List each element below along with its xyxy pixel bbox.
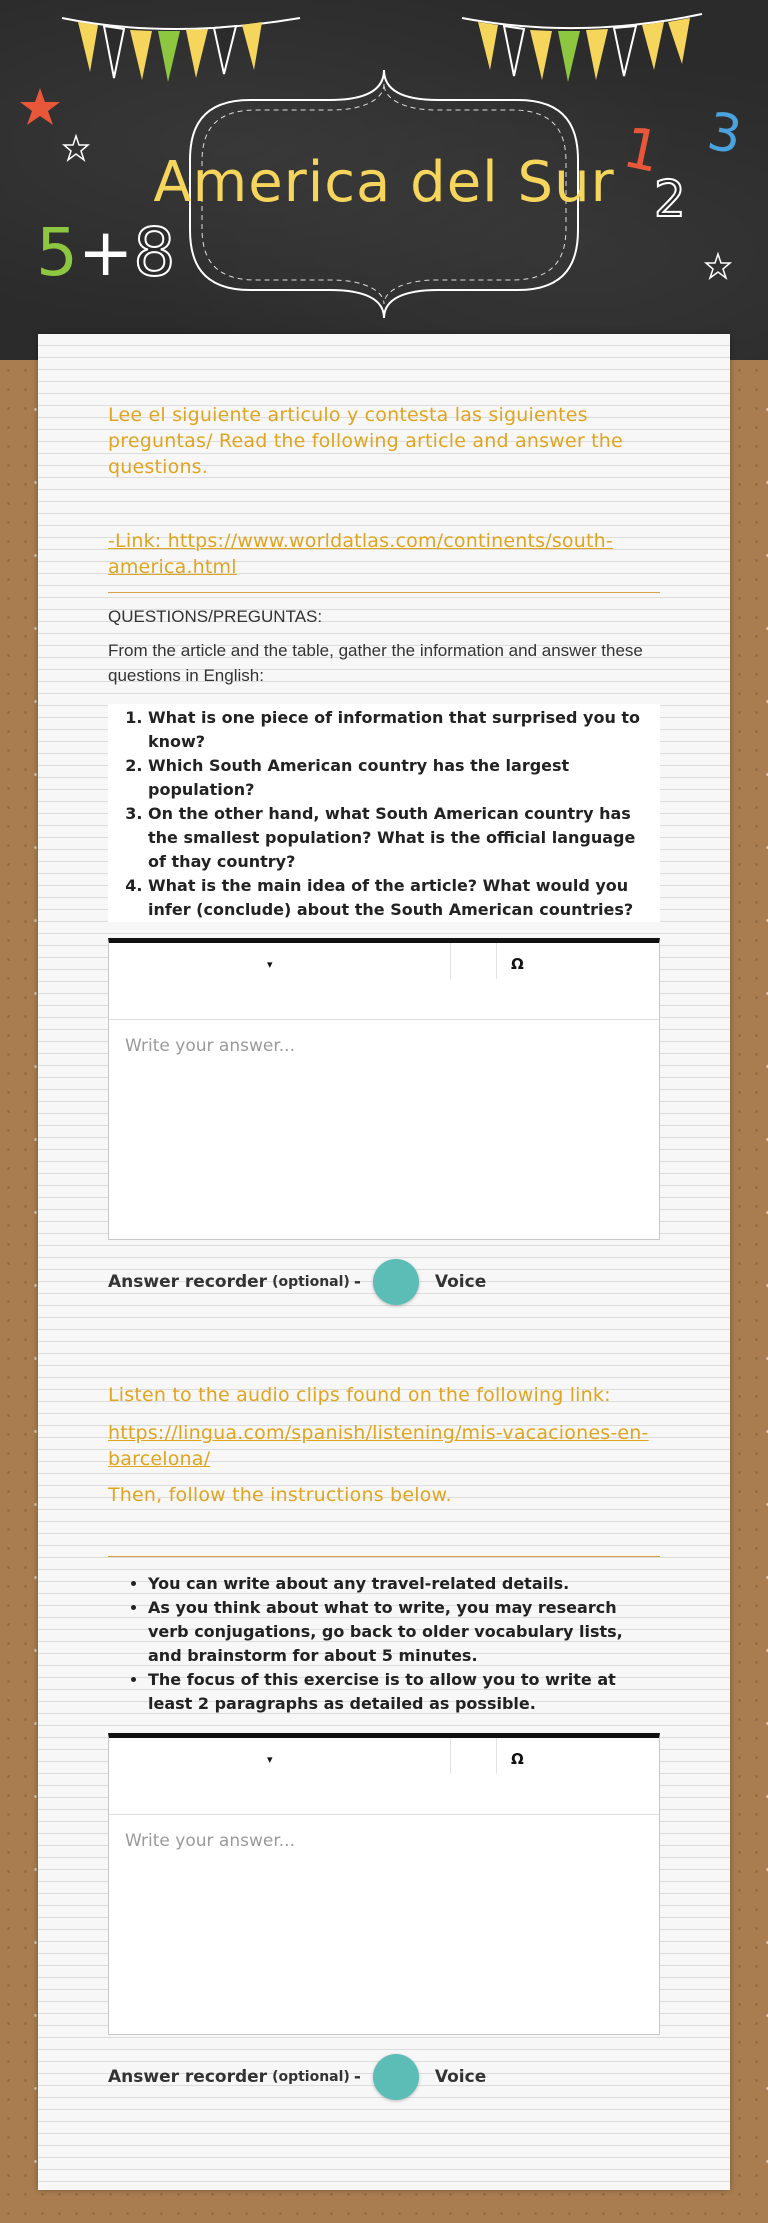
recorder-optional: (optional) (272, 2069, 350, 2085)
white-star-icon-right (706, 254, 730, 278)
instruction-item: • You can write about any travel-related details. (148, 1572, 644, 1596)
divider (108, 1556, 660, 1557)
toolbar-separator (496, 1738, 497, 1774)
toolbar-separator (450, 1738, 451, 1774)
toolbar-separator (450, 943, 451, 979)
question-item: 1. What is one piece of information that surprised you to know? (148, 706, 644, 754)
listen-instruction: Listen to the audio clips found on the following link: (108, 1384, 611, 1406)
questions-heading: QUESTIONS/PREGUNTAS: (108, 607, 323, 626)
number-two: 2 (654, 170, 686, 228)
number-three: 3 (703, 101, 747, 167)
number-five: 5 (36, 214, 78, 291)
answer-recorder (108, 1257, 486, 1307)
then-instruction: Then, follow the instructions below. (108, 1484, 452, 1506)
audio-link[interactable] (108, 1420, 660, 1472)
instructions-list (108, 1570, 660, 1720)
recorder-dash: - (353, 1272, 361, 1292)
instruction-text: Lee el siguiente articulo y contesta las siguientes preguntas/ Read the following article and answer the questions. (108, 404, 623, 478)
format-dropdown-icon[interactable]: ▾ (267, 959, 273, 971)
voice-label: Voice (434, 2067, 487, 2087)
audio-link-anchor[interactable]: https://lingua.com/spanish/listening/mis-vacaciones-en-barcelona/ (108, 1422, 649, 1470)
number-one: 1 (617, 115, 667, 186)
recorder-dash: - (353, 2067, 361, 2087)
left-numbers (36, 214, 176, 291)
instruction-item: • As you think about what to write, you may research verb conjugations, go back to older vocabulary lists, and brainstorm for about 5 minutes. (148, 1596, 644, 1668)
recorder-label: Answer recorder (108, 1272, 268, 1292)
bunting-flags-left (78, 22, 262, 82)
special-character-icon[interactable]: Ω (511, 955, 524, 973)
question-item: 2. Which South American country has the largest population? (148, 754, 644, 802)
question-item: 3. On the other hand, what South American country has the smallest population? What is the official language of thay country? (148, 802, 644, 874)
record-voice-button[interactable] (373, 1259, 419, 1305)
divider (108, 592, 660, 593)
answer-input[interactable] (109, 1815, 659, 2033)
red-star-icon (20, 88, 60, 125)
editor-toolbar (109, 943, 659, 1020)
article-link[interactable] (108, 528, 660, 580)
article-link-anchor[interactable]: -Link: https://www.worldatlas.com/continents/south-america.html (108, 530, 613, 578)
bunting-string-right (462, 14, 702, 28)
question-item: 4. What is the main idea of the article? What would you infer (conclude) about the South American countries? (148, 874, 644, 922)
instruction-item: • The focus of this exercise is to allow you to write at least 2 paragraphs as detailed as possible. (148, 1668, 644, 1716)
voice-label: Voice (434, 1272, 487, 1292)
plus-sign: + (78, 214, 134, 291)
recorder-optional: (optional) (272, 1274, 350, 1290)
record-voice-button[interactable] (373, 2054, 419, 2100)
answer-editor-2 (108, 1733, 660, 2035)
answer-editor (108, 938, 660, 1240)
recorder-label: Answer recorder (108, 2067, 268, 2087)
bunting-string-left (62, 18, 300, 29)
chalkboard-header (0, 0, 768, 360)
number-eight: 8 (133, 214, 176, 291)
format-dropdown-icon[interactable]: ▾ (267, 1754, 273, 1766)
special-character-icon[interactable]: Ω (511, 1750, 524, 1768)
page-title: America del Sur (153, 150, 615, 215)
answer-recorder-2 (108, 2052, 486, 2102)
editor-toolbar (109, 1738, 659, 1815)
questions-list (108, 704, 660, 922)
toolbar-separator (496, 943, 497, 979)
questions-intro: From the article and the table, gather the information and answer these questions in English: (108, 641, 643, 685)
answer-input[interactable] (109, 1020, 659, 1238)
